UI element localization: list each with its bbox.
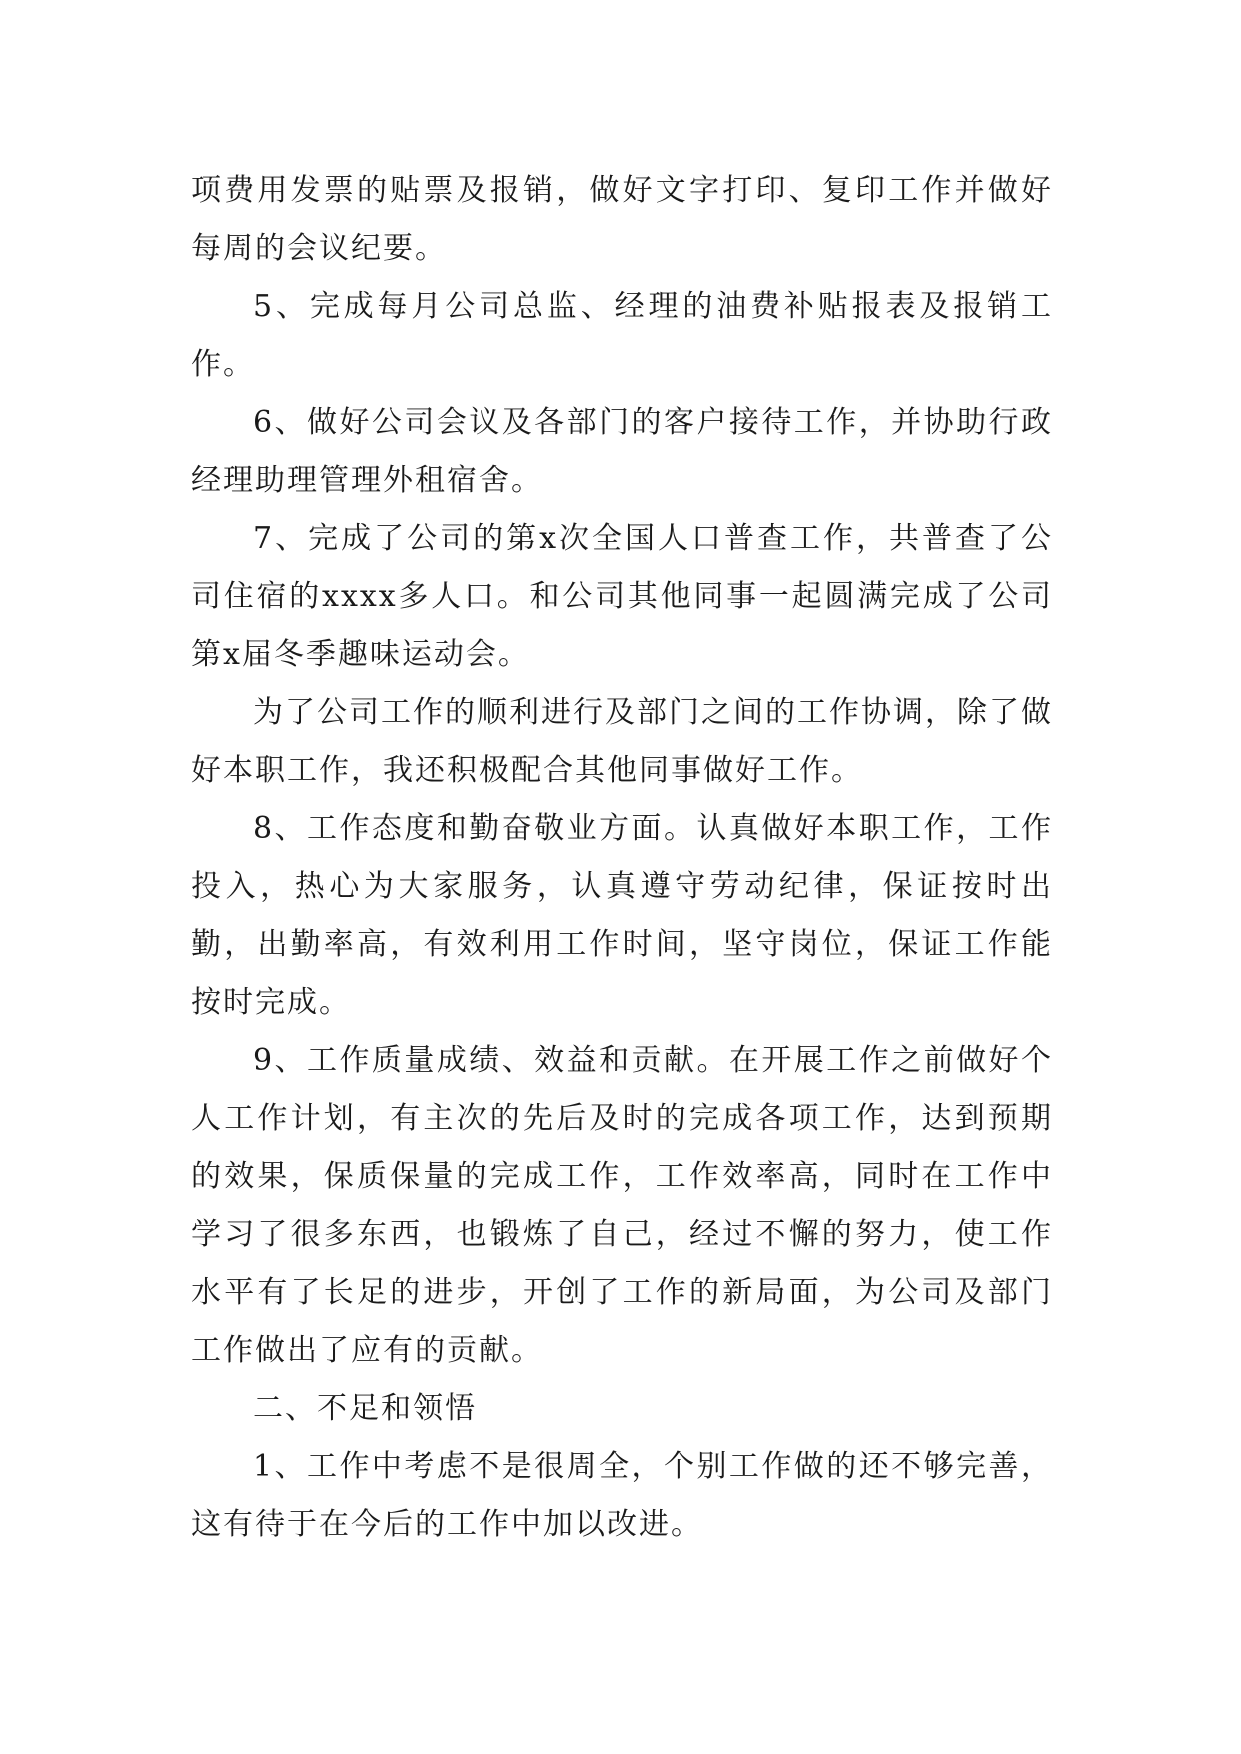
paragraph-3: 6、做好公司会议及各部门的客户接待工作，并协助行政经理助理管理外租宿舍。 [191, 405, 1053, 498]
paragraph-8: 1、工作中考虑不是很周全，个别工作做的还不够完善，这有待于在今后的工作中加以改进。 [191, 1449, 1053, 1542]
document-body [191, 162, 1053, 1554]
paragraph-5: 为了公司工作的顺利进行及部门之间的工作协调，除了做好本职工作，我还积极配合其他同事做好工作。 [191, 695, 1053, 788]
paragraph-2: 5、完成每月公司总监、经理的油费补贴报表及报销工作。 [191, 289, 1053, 382]
paragraph-7: 9、工作质量成绩、效益和贡献。在开展工作之前做好个人工作计划，有主次的先后及时的完成各项工作，达到预期的效果，保质保量的完成工作，工作效率高，同时在工作中学习了很多东西，也锻炼了自己，经过不懈的努力，使工作水平有了长足的进步，开创了工作的新局面，为公司及部门工作做出了应有的贡献。 [191, 1043, 1053, 1368]
paragraph-1: 项费用发票的贴票及报销，做好文字打印、复印工作并做好每周的会议纪要。 [191, 173, 1053, 266]
section-heading: 二、不足和领悟 [253, 1391, 477, 1426]
paragraph-6: 8、工作态度和勤奋敬业方面。认真做好本职工作，工作投入，热心为大家服务，认真遵守劳动纪律，保证按时出勤，出勤率高，有效利用工作时间，坚守岗位，保证工作能按时完成。 [191, 811, 1053, 1020]
paragraph-4: 7、完成了公司的第x次全国人口普查工作，共普查了公司住宿的xxxx多人口。和公司其他同事一起圆满完成了公司第x届冬季趣味运动会。 [191, 521, 1053, 672]
